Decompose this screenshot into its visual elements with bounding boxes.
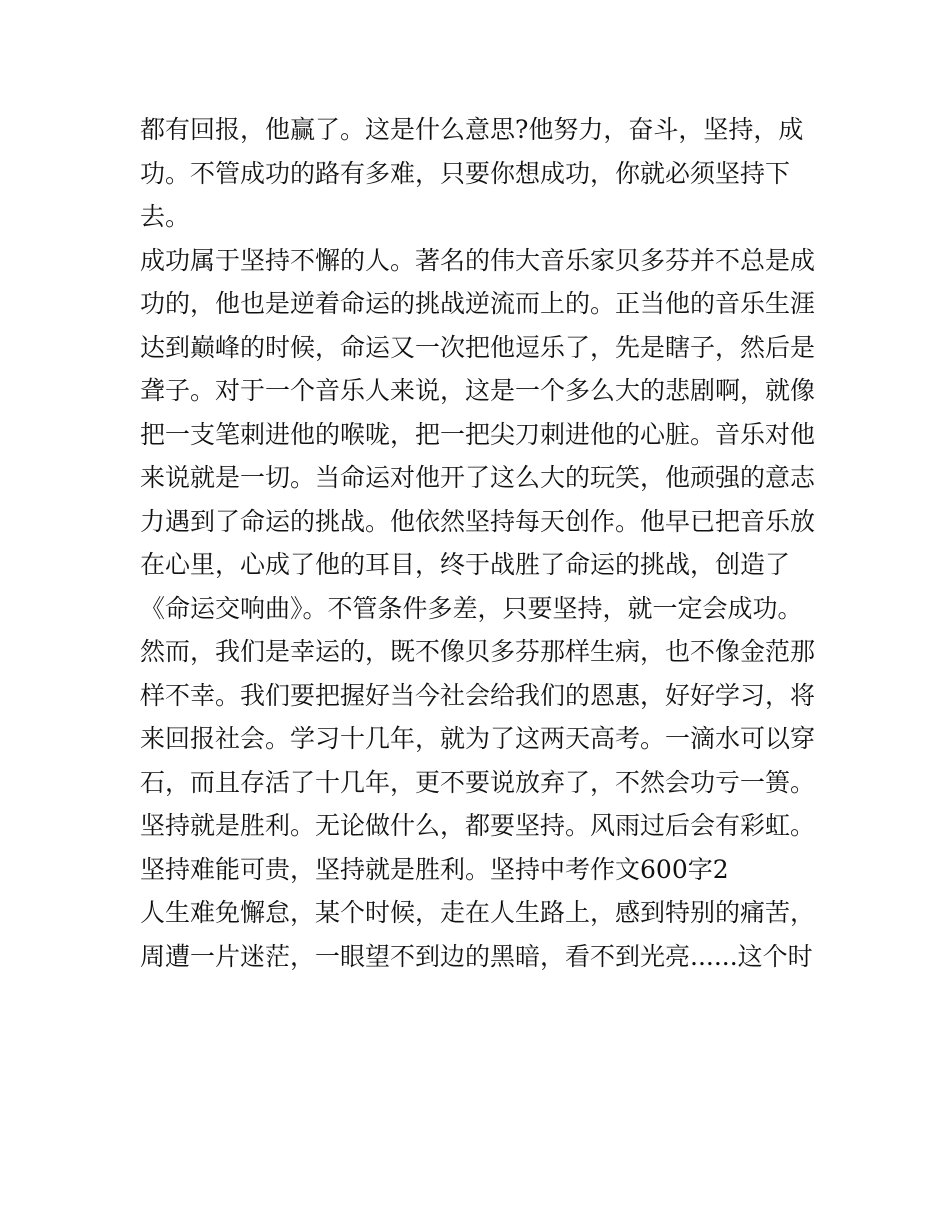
text-line: 来回报社会。学习十几年，就为了这两天高考。一滴水可以穿 xyxy=(140,724,816,753)
text-line: 功的，他也是逆着命运的挑战逆流而上的。正当他的音乐生涯 xyxy=(140,289,816,318)
text-line: 聋子。对于一个音乐人来说，这是一个多么大的悲剧啊，就像 xyxy=(140,376,816,405)
text-line: 达到巅峰的时候，命运又一次把他逗乐了，先是瞎子，然后是 xyxy=(140,332,816,362)
text-line: 坚持难能可贵，坚持就是胜利。坚持中考作文600字2 xyxy=(140,854,729,884)
text-line: 样不幸。我们要把握好当今社会给我们的恩惠，好好学习，将 xyxy=(140,680,816,710)
text-line: 人生难免懈怠，某个时候，走在人生路上，感到特别的痛苦， xyxy=(140,898,816,927)
text-line: 在心里，心成了他的耳目，终于战胜了命运的挑战，创造了 xyxy=(140,550,791,579)
text-line: 周遭一片迷茫，一眼望不到边的黑暗，看不到光亮......这个时 xyxy=(140,941,813,971)
text-line: 《命运交响曲》。不管条件多差，只要坚持，就一定会成功。 xyxy=(140,593,803,623)
text-line: 去。 xyxy=(140,202,191,231)
text-line: 都有回报，他赢了。这是什么意思?他努力，奋斗，坚持，成 xyxy=(140,115,804,144)
text-line: 功。不管成功的路有多难，只要你想成功，你就必须坚持下 xyxy=(140,158,791,188)
text-line: 来说就是一切。当命运对他开了这么大的玩笑，他顽强的意志 xyxy=(140,463,816,492)
text-line: 把一支笔刺进他的喉咙，把一把尖刀刺进他的心脏。音乐对他 xyxy=(140,419,816,449)
text-line: 坚持就是胜利。无论做什么，都要坚持。风雨过后会有彩虹。 xyxy=(140,811,816,840)
text-line: 力遇到了命运的挑战。他依然坚持每天创作。他早已把音乐放 xyxy=(140,506,816,536)
text-line: 成功属于坚持不懈的人。著名的伟大音乐家贝多芬并不总是成 xyxy=(140,245,816,275)
text-line: 然而，我们是幸运的，既不像贝多芬那样生病，也不像金范那 xyxy=(140,637,816,666)
body-text xyxy=(140,108,820,978)
text-line: 石，而且存活了十几年，更不要说放弃了，不然会功亏一篑。 xyxy=(140,767,816,797)
